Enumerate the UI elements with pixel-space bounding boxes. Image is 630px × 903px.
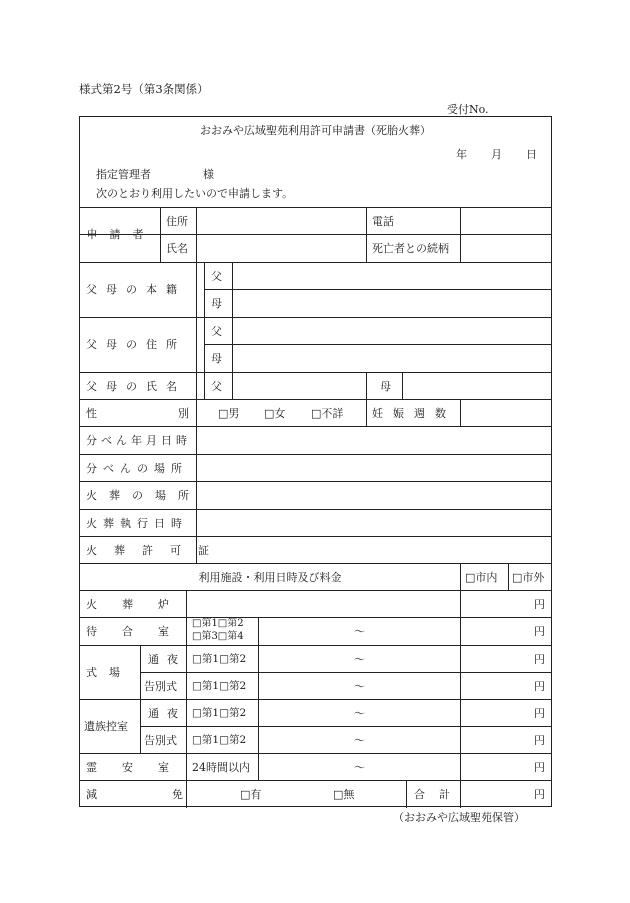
in-city-checkbox[interactable]: □市内 [465,571,498,584]
parents-name-label: 父母の氏名 [86,380,186,393]
farewell-yen: 円 [534,680,545,693]
date-year-label: 年 [456,148,467,161]
applicant-name-label: 氏名 [166,242,188,255]
mortuary-tilde: ～ [354,761,365,774]
sex-label-first: 性 [86,407,97,420]
total-label: 合計 [414,788,464,801]
family-farewell-label: 告別式 [144,734,177,747]
sex-unknown-checkbox[interactable]: □不詳 [311,407,344,420]
date-day-label: 日 [526,148,537,161]
family-wake-halls[interactable]: □第1□第2 [192,707,247,719]
farewell-label: 告別式 [144,680,177,693]
custody-note: （おおみや広域聖苑保管） [393,811,525,824]
waiting-room-label: 待合室 [86,625,194,638]
mother-name-label: 母 [380,380,391,393]
birth-place-label: 分べんの場所 [86,462,188,475]
honorific-label: 様 [203,168,214,181]
sex-label-last: 別 [178,407,189,420]
receipt-number-label: 受付No. [447,103,489,116]
family-farewell-yen: 円 [534,734,545,747]
applicant-label: 申請者 [86,228,156,241]
exemption-label-last: 免 [172,788,183,801]
birth-datetime-label: 分べん年月日時 [86,434,191,447]
cremation-place-label: 火葬の場所 [86,489,201,502]
father-address-label: 父 [211,325,222,338]
facility-fee-header: 利用施設・利用日時及び料金 [198,571,342,584]
exemption-yes-checkbox[interactable]: □有 [240,788,262,801]
pregnancy-weeks-label: 妊娠週数 [372,407,456,420]
family-farewell-tilde: ～ [354,734,365,747]
addressee-label: 指定管理者 [96,168,151,181]
father-name-label: 父 [211,380,222,393]
waiting-yen: 円 [534,625,545,638]
father-domicile-label: 父 [211,270,222,283]
farewell-halls[interactable]: □第1□第2 [192,680,247,692]
form-title: おおみや広域聖苑利用許可申請書（死胎火葬） [200,124,431,137]
family-room-label: 遺族控室 [84,720,128,733]
mother-domicile-label: 母 [211,297,222,310]
date-month-label: 月 [491,148,502,161]
total-yen: 円 [534,788,545,801]
within-24h-label: 24時間以内 [192,761,250,774]
farewell-tilde: ～ [354,680,365,693]
parents-domicile-label: 父母の本籍 [86,283,186,296]
wake-label: 通夜 [148,653,186,666]
waiting-rooms-3-4[interactable]: □第3□第4 [192,631,244,642]
furnace-label: 火葬炉 [86,598,194,611]
wake-halls[interactable]: □第1□第2 [192,653,247,665]
form-number: 様式第2号（第3条関係） [79,82,209,96]
relation-to-deceased-label: 死亡者との続柄 [372,242,449,255]
waiting-tilde: ～ [354,625,365,638]
family-wake-label: 通夜 [148,707,186,720]
mortuary-label: 霊安室 [86,761,194,774]
cremation-permit-label: 火葬許可証 [86,544,226,557]
family-wake-tilde: ～ [354,707,365,720]
mortuary-yen: 円 [534,761,545,774]
family-farewell-halls[interactable]: □第1□第2 [192,734,247,746]
application-form [79,116,552,807]
waiting-rooms-1-2[interactable]: □第1□第2 [192,618,244,629]
out-city-checkbox[interactable]: □市外 [512,571,545,584]
exemption-label-first: 減 [86,788,97,801]
family-wake-yen: 円 [534,707,545,720]
wake-tilde: ～ [354,653,365,666]
exemption-no-checkbox[interactable]: □無 [333,788,355,801]
wake-yen: 円 [534,653,545,666]
applicant-address-label: 住所 [166,215,188,228]
parents-address-label: 父母の住所 [86,338,186,351]
request-statement: 次のとおり利用したいので申請します。 [96,187,294,200]
sex-male-checkbox[interactable]: □男 [218,407,240,420]
cremation-datetime-label: 火葬執行日時 [86,517,188,530]
sex-female-checkbox[interactable]: □女 [264,407,286,420]
furnace-yen: 円 [534,598,545,611]
phone-label: 電話 [372,215,394,228]
mother-address-label: 母 [211,352,222,365]
ceremony-hall-label: 式場 [86,666,132,679]
